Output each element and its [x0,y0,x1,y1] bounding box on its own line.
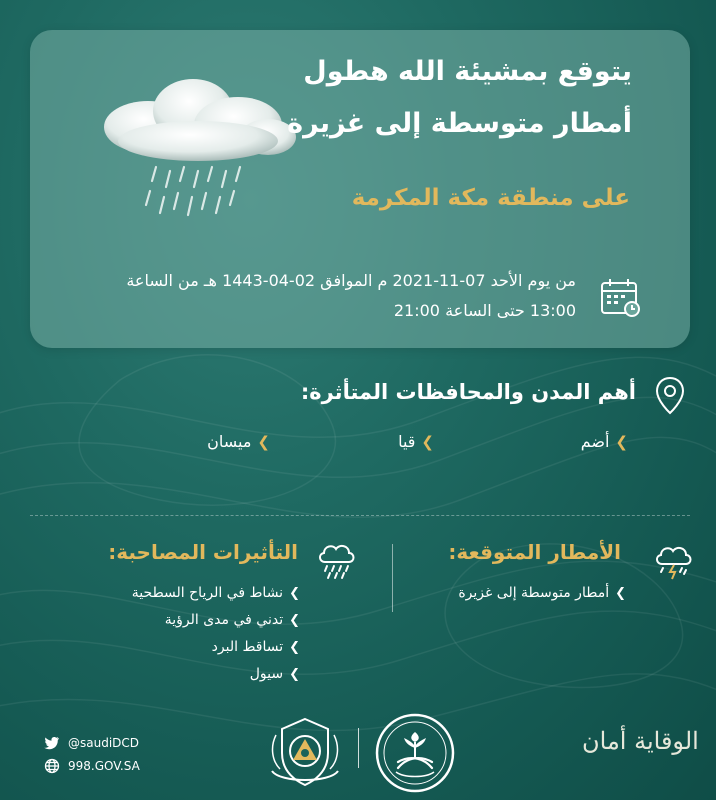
city-label: أضم [580,432,610,451]
globe-icon [44,758,60,774]
effect-item-label: تساقط البرد [211,639,284,655]
cities-heading: أهم المدن والمحافظات المتأثرة: [300,380,636,404]
website-url: 998.GOV.SA [68,759,140,773]
forecast-period: من يوم الأحد 07-11-2021 م الموافق 02-04-1443 هـ من الساعة 13:00 حتى الساعة 21:00 [126,271,576,320]
city-item [207,432,270,451]
city-item [398,432,434,451]
calendar-icon [598,275,642,319]
footer-divider [358,728,359,768]
chevron-icon: ❯ [421,432,434,451]
slogan-calligraphy: الوقاية أمان [582,727,699,755]
website-link[interactable] [44,758,140,774]
city-label: ميسان [207,432,252,451]
rain-item [458,585,626,601]
location-pin-icon [655,376,685,416]
effect-item [212,639,300,655]
twitter-icon [44,736,60,750]
civil-defense-logo [266,715,344,791]
chevron-icon: ❯ [257,432,270,451]
title-line-2: أمطار متوسطة إلى غزيرة [287,108,632,139]
rain-cloud-icon [315,538,359,580]
cloud-rain-icon [88,75,308,235]
effect-item-label: نشاط في الرياح السطحية [131,585,284,601]
chevron-icon: ❯ [615,432,628,451]
chevron-icon: ❯ [289,585,300,601]
effect-item [250,666,300,682]
column-divider [392,544,393,612]
region-title: على منطقة مكة المكرمة [351,185,630,211]
effects-heading: التأثيرات المصاحبة: [108,540,298,564]
chevron-icon: ❯ [289,666,300,682]
city-label: قيا [398,432,416,451]
twitter-handle: @saudiDCD [68,736,140,750]
city-item [581,432,628,451]
chevron-icon: ❯ [289,612,300,628]
effect-item-label: سيول [249,666,284,682]
storm-cloud-icon [652,538,696,580]
twitter-link[interactable] [44,736,139,750]
effect-item [132,585,300,601]
ministry-emblem-logo [374,712,456,794]
title-line-1: يتوقع بمشيئة الله هطول [303,56,632,87]
chevron-icon: ❯ [615,585,626,601]
expected-rain-heading: الأمطار المتوقعة: [448,540,621,564]
chevron-icon: ❯ [289,639,300,655]
effect-item [165,612,300,628]
rain-item-label: أمطار متوسطة إلى غزيرة [458,585,610,601]
effect-item-label: تدني في مدى الرؤية [164,612,284,628]
section-divider [30,515,690,516]
